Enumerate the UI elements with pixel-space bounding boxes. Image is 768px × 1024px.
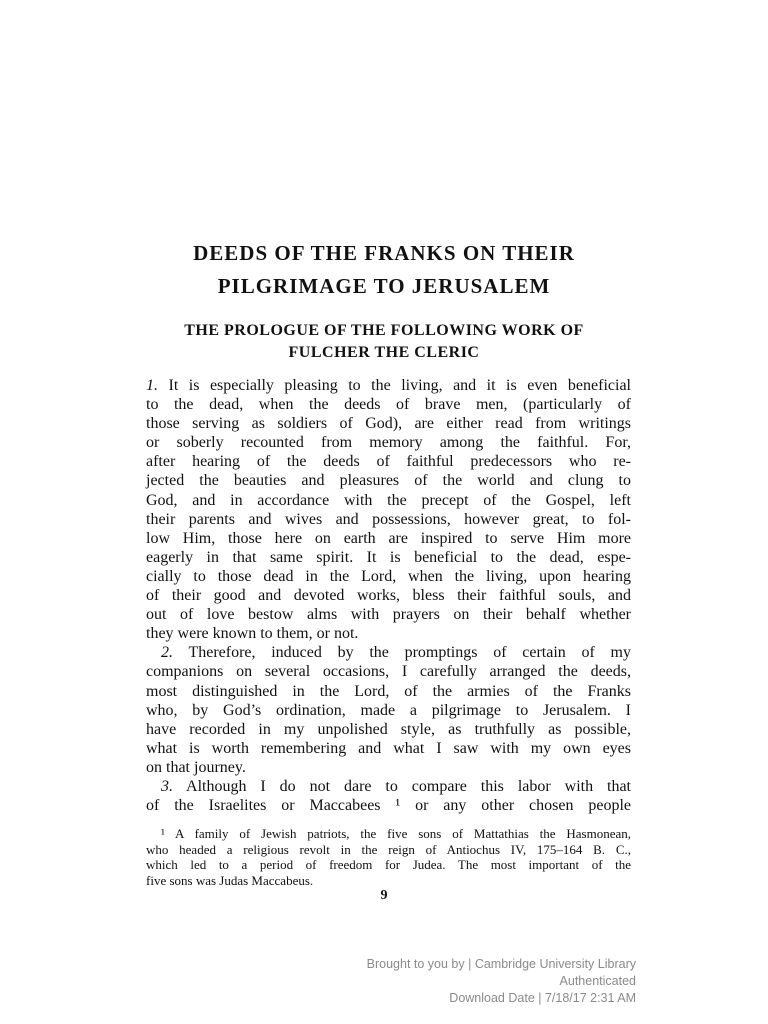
subtitle-line-2: FULCHER THE CLERIC xyxy=(288,344,480,361)
page-title xyxy=(0,237,768,303)
text-line: their parents and wives and possessions, however great, to fol- xyxy=(146,510,631,528)
footnote-line: five sons was Judas Maccabeus. xyxy=(146,872,314,888)
subtitle-line-1: THE PROLOGUE OF THE FOLLOWING WORK OF xyxy=(184,322,584,339)
text-line: 3. Although I do not dare to compare this labor with that xyxy=(161,777,631,795)
text-line: have recorded in my unpolished style, as truthfully as possible, xyxy=(146,720,631,738)
text-line: after hearing of the deeds of faithful predecessors who re- xyxy=(146,453,631,471)
text-line: 2. Therefore, induced by the promptings of certain of my xyxy=(161,644,631,662)
title-line-1: DEEDS OF THE FRANKS ON THEIR xyxy=(193,241,575,265)
footnote xyxy=(146,826,631,888)
text-line: low Him, those here on earth are inspired to serve Him more xyxy=(146,529,631,547)
text-line: they were known to them, or not. xyxy=(146,625,359,643)
text-line: of the Israelites or Maccabees ¹ or any other chosen people xyxy=(146,797,631,815)
text-line: who, by God’s ordination, made a pilgrimage to Jerusalem. I xyxy=(146,701,631,719)
text-line: jected the beauties and pleasures of the world and clung to xyxy=(146,472,631,490)
watermark-line-3: Download Date | 7/18/17 2:31 AM xyxy=(449,991,636,1005)
text-line: most distinguished in the Lord, of the armies of the Franks xyxy=(146,682,631,700)
watermark-line-2: Authenticated xyxy=(559,974,636,988)
title-line-2: PILGRIMAGE TO JERUSALEM xyxy=(217,274,551,298)
footnote-line: which led to a period of freedom for Judea. The most important of the xyxy=(146,857,631,872)
watermark-line-1: Brought to you by | Cambridge University Library xyxy=(366,957,636,971)
text-line: companions on several occasions, I carefully arranged the deeds, xyxy=(146,663,631,681)
text-line: those serving as soldiers of God), are either read from writings xyxy=(146,415,631,433)
paragraph-number: 2. xyxy=(161,644,173,662)
text-line: to the dead, when the deeds of brave men, (particularly of xyxy=(146,396,631,414)
text-line: eagerly in that same spirit. It is beneficial to the dead, espe- xyxy=(146,548,631,566)
page-number: 9 xyxy=(380,888,388,903)
paragraph-number: 3. xyxy=(161,777,173,795)
body-text xyxy=(146,376,631,815)
text-line: what is worth remembering and what I saw with my own eyes xyxy=(146,739,631,757)
footnote-line: who headed a religious revolt in the reign of Antiochus IV, 175–164 B. C., xyxy=(146,841,631,857)
text-line: or soberly recounted from memory among the faithful. For, xyxy=(146,434,631,452)
text-line: on that journey. xyxy=(146,758,246,776)
text-line: out of love bestow alms with prayers on their behalf whether xyxy=(146,606,631,624)
text-line: God, and in accordance with the precept of the Gospel, left xyxy=(146,491,631,509)
text-line: 1. It is especially pleasing to the living, and it is even beneficial xyxy=(146,377,631,394)
paragraph-number: 1. xyxy=(146,377,158,394)
section-subtitle xyxy=(0,320,768,364)
footnote-line: ¹ A family of Jewish patriots, the five sons of Mattathias the Hasmonean, xyxy=(161,826,631,841)
text-line: cially to those dead in the Lord, when the living, upon hearing xyxy=(146,567,631,585)
text-line: of their good and devoted works, bless their faithful souls, and xyxy=(146,587,631,605)
access-watermark xyxy=(367,956,636,1007)
